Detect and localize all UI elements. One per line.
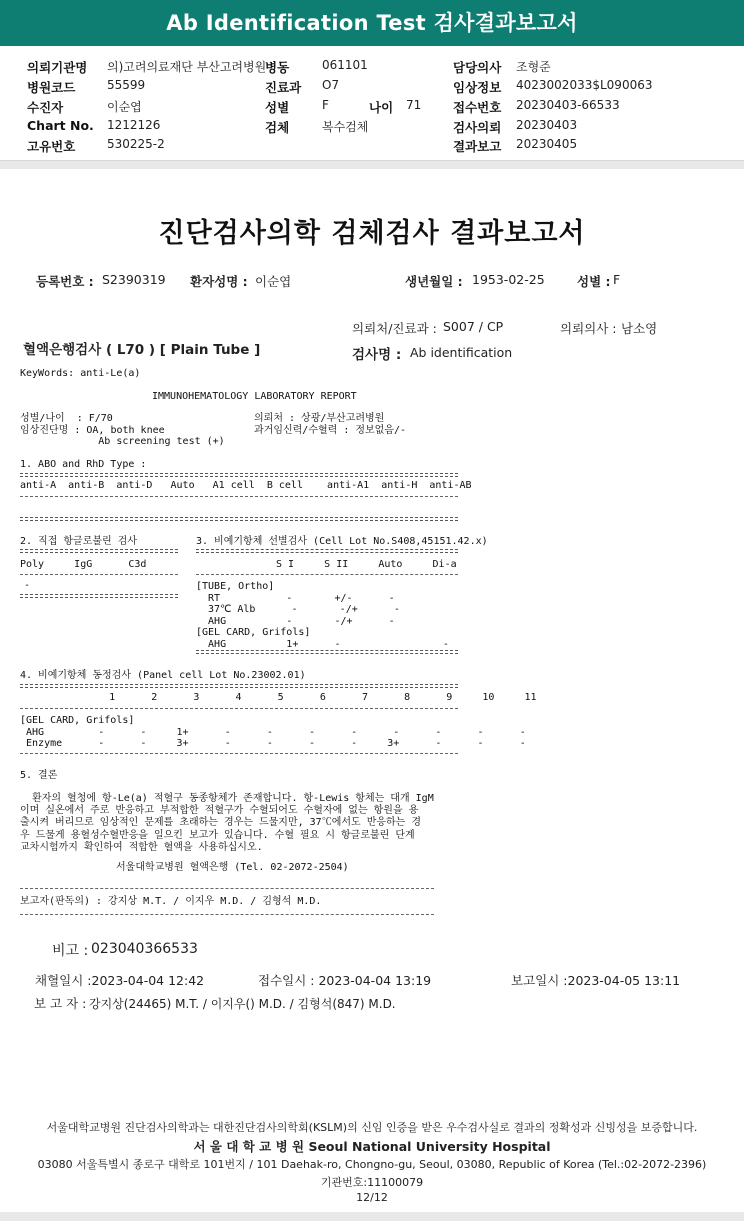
reg-value: S2390319: [102, 272, 166, 287]
header-value: 복수검체: [322, 120, 369, 134]
header-value: 4023002033$L090063: [516, 78, 653, 92]
reporters-value: 강지상(24465) M.T. / 이지우() M.D. / 김형석(847) M.D.: [89, 997, 396, 1011]
hospital-name: 서 울 대 학 교 병 원 Seoul National University Hospital: [193, 1139, 551, 1154]
panel-body: [GEL CARD, Grifols] AHG - - 1+ - - - - - - - - Enzyme - - 3+ - - - - 3+ - - -: [20, 715, 526, 749]
double-rule: [20, 594, 178, 598]
header-label: 병동: [265, 60, 290, 75]
remarks-value: 023040366533: [91, 941, 198, 957]
reporters-label: 보 고 자 :: [34, 996, 87, 1011]
screen-body: [TUBE, Ortho] RT - +/- - 37℃ Alb - -/+ - AHG - -/+ - [GEL CARD, Grifols] AHG 1+ - -: [196, 581, 449, 650]
patient-value: 이순엽: [255, 274, 292, 289]
dept-label: 의뢰처/진료과 :: [352, 321, 437, 336]
sex-value: F: [613, 272, 621, 287]
remarks-label: 비고 :: [52, 943, 89, 959]
double-rule: [196, 650, 458, 654]
report-banner: Ab Identification Test 검사결과보고서: [0, 0, 744, 46]
rule: [20, 753, 458, 754]
dob-label: 생년월일 :: [405, 274, 463, 289]
header-label: 임상정보: [453, 80, 502, 95]
age-value: 71: [406, 98, 422, 112]
panel-header: 1 2 3 4 5 6 7 8 9 10 11: [79, 692, 537, 703]
reported-time: 보고일시 :2023-04-05 13:11: [511, 973, 681, 988]
bottom-divider: [0, 1212, 744, 1221]
info-right: 의뢰처 : 상광/부산고려병원 과거임신력/수혈력 : 정보없음/-: [254, 413, 407, 436]
rule: [20, 574, 178, 575]
rule: [196, 574, 458, 575]
double-rule: [20, 549, 178, 553]
header-value: 1212126: [107, 118, 161, 132]
header-label: 진료과: [265, 80, 302, 95]
dat-header: Poly IgG C3d: [20, 559, 147, 570]
lab-title: IMMUNOHEMATOLOGY LABORATORY REPORT: [152, 391, 357, 402]
rule: [20, 914, 434, 915]
header-label: 검체: [265, 120, 290, 135]
header-label: 성별: [265, 100, 290, 115]
age-label: 나이: [369, 100, 394, 115]
reg-label: 등록번호 :: [36, 274, 94, 289]
report-title: 진단검사의학 검체검사 결과보고서: [158, 218, 586, 249]
header-label: 담당의사: [453, 60, 502, 75]
hospital-address: 03080 서울특별시 종로구 대학로 101번지 / 101 Daehak-ro, Chongno-gu, Seoul, 03080, Republic of Korea (Tel.:02-2072-2396): [37, 1158, 707, 1171]
header-label: 의뢰기관명: [27, 60, 88, 75]
collected-time: 채혈일시 :2023-04-04 12:42: [35, 973, 205, 988]
sex-label: 성별 :: [577, 274, 611, 289]
header-label: Chart No.: [27, 118, 94, 133]
header-value: 20230403-66533: [516, 98, 620, 112]
dob-value: 1953-02-25: [472, 272, 545, 287]
screen-title: 3. 비예기항체 선별검사 (Cell Lot No.S408,45151.42.x): [196, 536, 488, 547]
blood-bank-contact: 서울대학교병원 혈액은행 (Tel. 02-2072-2504): [116, 862, 349, 873]
screen-header: S I S II Auto Di-a: [276, 559, 457, 570]
header-value: 20230403: [516, 118, 578, 132]
double-rule: [20, 684, 458, 688]
info-left: 성별/나이 : F/70 임상진단명 : OA, both knee Ab screening test (+): [20, 413, 225, 447]
reporter-line: 보고자(판독의) : 강지상 M.T. / 이지우 M.D. / 김형석 M.D.: [20, 896, 322, 907]
abo-title: 1. ABO and RhD Type :: [20, 459, 147, 470]
double-rule: [20, 473, 458, 477]
rule: [20, 496, 458, 497]
test-name-label: 검사명 :: [352, 347, 402, 363]
dept-value: S007 / CP: [443, 319, 504, 334]
org-number: 기관번호:11100079: [320, 1176, 424, 1189]
header-value: O7: [322, 78, 340, 92]
conclusion-body: 환자의 혈청에 항-Le(a) 적혈구 동종항체가 존재합니다. 항-Lewis 항체는 대개 IgM 이며 실온에서 주로 반응하고 부적합한 적혈구가 수혈되어도 수혈자에 없는 항원을 용 출시켜 버리므로 임상적인 문제를 초래하는 경우는 드물지만, 37℃에서도 반응하는 경 우 드물게 용혈성수혈반응을 일으킨 보고가 있습니다. 수혈 필요 시 항글로불린 단계 교차시험까지 확인하여 적합한 혈액을 사용하십시오.: [20, 793, 434, 853]
header-label: 접수번호: [453, 100, 502, 115]
header-value: 55599: [107, 78, 146, 92]
double-rule: [196, 549, 458, 553]
abo-header: anti-A anti-B anti-D Auto A1 cell B cell anti-A1 anti-H anti-AB: [20, 480, 472, 491]
scanned-report: [0, 169, 744, 1212]
rule: [20, 888, 434, 889]
dat-title: 2. 직접 항글로불린 검사: [20, 536, 138, 547]
header-value: 이순엽: [107, 100, 142, 114]
header-value: 530225-2: [107, 137, 165, 151]
doctor-label: 의뢰의사 :: [560, 321, 617, 336]
page-number: 12/12: [356, 1191, 388, 1204]
header-value: 20230405: [516, 137, 578, 151]
header-label: 병원코드: [27, 80, 76, 95]
header-label: 수진자: [27, 100, 64, 115]
header-value: F: [322, 98, 329, 112]
header-label: 검사의뢰: [453, 120, 502, 135]
header-value: 조형준: [516, 60, 551, 74]
test-header: 혈액은행검사 ( L70 ) [ Plain Tube ]: [23, 342, 261, 358]
header-value: 의)고려의료재단 부산고려병원: [107, 60, 267, 74]
doctor-value: 남소영: [621, 321, 658, 336]
keywords: KeyWords: anti-Le(a): [20, 368, 141, 379]
test-name-value: Ab identification: [410, 345, 513, 360]
double-rule: [20, 517, 458, 521]
panel-title: 4. 비예기항체 동정검사 (Panel cell Lot No.23002.01): [20, 670, 306, 681]
accreditation-note: 서울대학교병원 진단검사의학과는 대한진단검사의학회(KSLM)의 신임 인증을 받은 우수검사실로 결과의 정확성과 신빙성을 보증합니다.: [46, 1121, 698, 1134]
patient-label: 환자성명 :: [190, 274, 248, 289]
conclusion-title: 5. 결론: [20, 770, 58, 781]
received-time: 접수일시 : 2023-04-04 13:19: [258, 973, 432, 988]
header-label: 고유번호: [27, 139, 76, 154]
rule: [20, 708, 458, 709]
header-label: 결과보고: [453, 139, 502, 154]
dat-value: -: [24, 580, 31, 591]
header-value: 061101: [322, 58, 368, 72]
